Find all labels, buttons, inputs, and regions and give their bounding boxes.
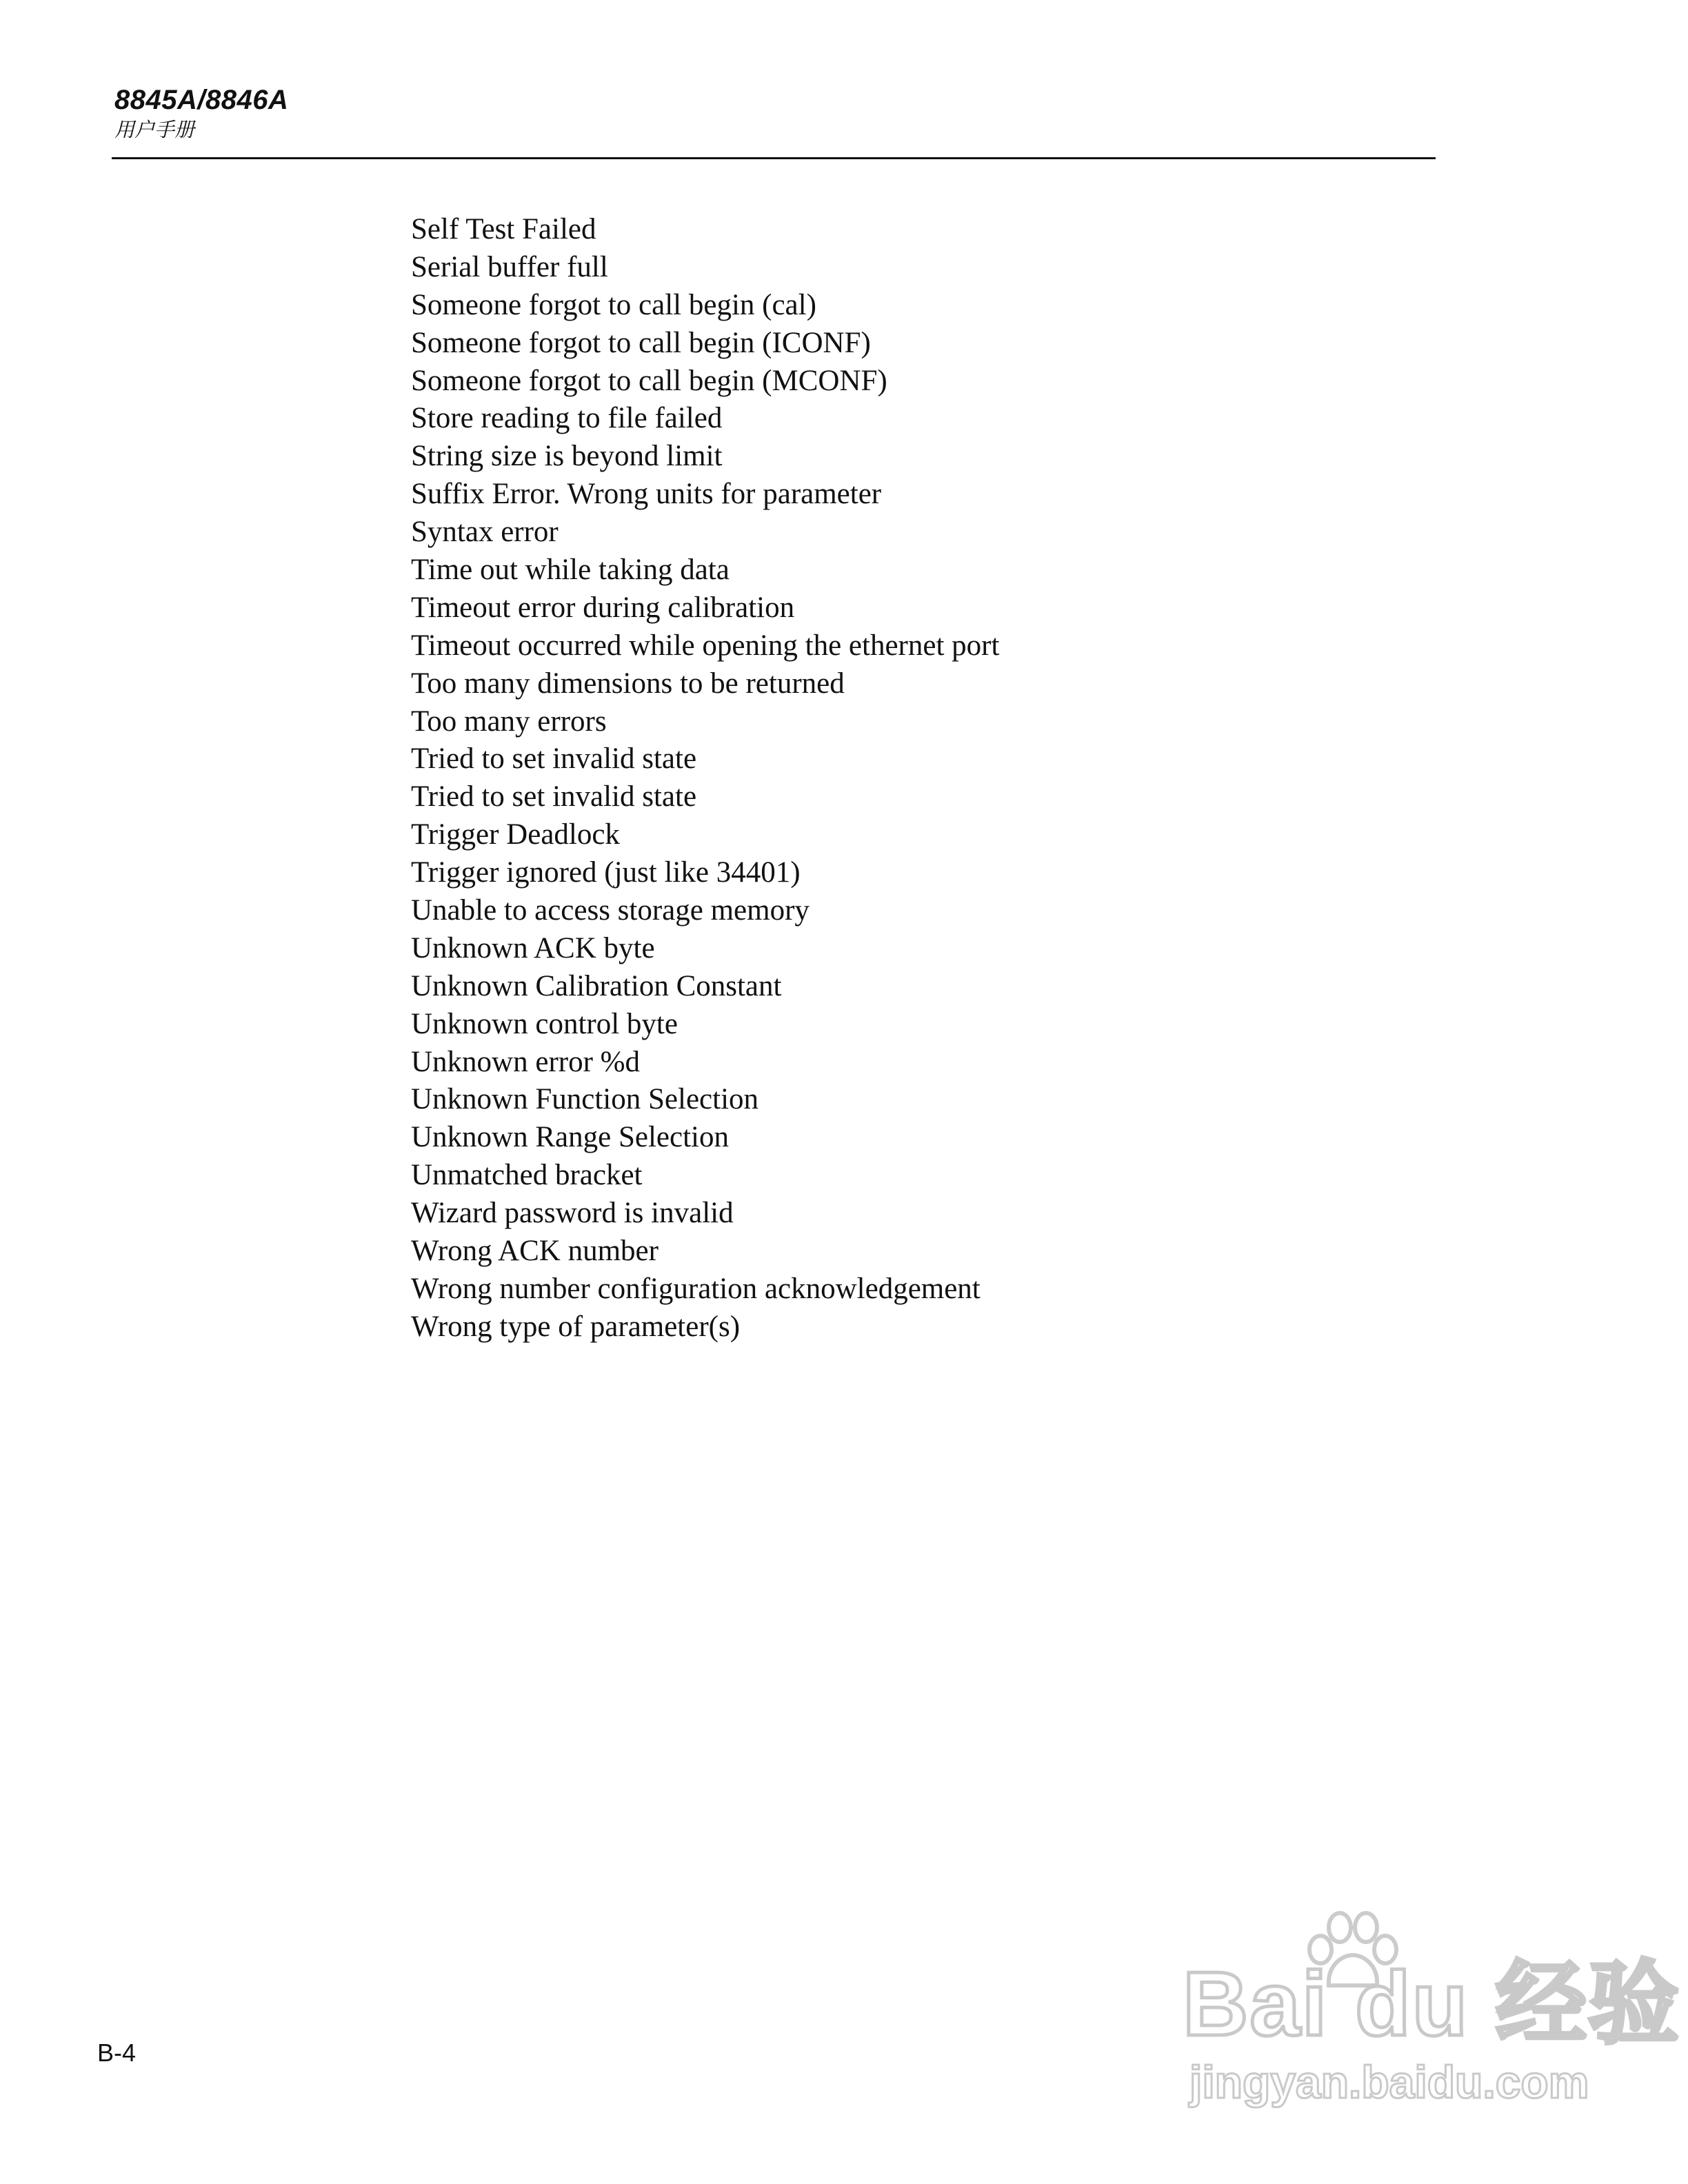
error-message: String size is beyond limit	[411, 440, 723, 473]
error-message: Wizard password is invalid	[411, 1197, 734, 1230]
error-message: Self Test Failed	[411, 213, 596, 245]
error-message: Suffix Error. Wrong units for parameter	[411, 478, 882, 511]
error-message: Someone forgot to call begin (cal)	[411, 288, 816, 321]
error-message: Serial buffer full	[411, 250, 608, 283]
error-message: Too many dimensions to be returned	[411, 667, 845, 700]
watermark-url: jingyan.baidu.com	[1189, 2056, 1589, 2107]
error-message: Trigger ignored (just like 34401)	[411, 856, 801, 889]
error-message: Wrong ACK number	[411, 1235, 659, 1268]
error-message: Unknown Function Selection	[411, 1083, 759, 1116]
page-header	[114, 84, 288, 142]
error-message: Unable to access storage memory	[411, 894, 810, 927]
error-message: Unknown Range Selection	[411, 1121, 729, 1154]
error-message: Someone forgot to call begin (ICONF)	[411, 326, 871, 359]
error-message: Unmatched bracket	[411, 1159, 643, 1192]
error-message: Unknown control byte	[411, 1007, 678, 1040]
error-message: Tried to set invalid state	[411, 780, 697, 813]
error-message: Wrong type of parameter(s)	[411, 1310, 741, 1343]
error-message: Tried to set invalid state	[411, 742, 697, 776]
baidu-jingyan-watermark	[1183, 1910, 1681, 2116]
error-message: Unknown error %d	[411, 1045, 640, 1078]
error-message: Too many errors	[411, 705, 607, 738]
error-message: Unknown Calibration Constant	[411, 969, 782, 1002]
document-title: 8845A/8846A	[114, 85, 289, 115]
error-message: Wrong number configuration acknowledgement	[411, 1272, 981, 1305]
watermark-brand: Bai du 经验	[1183, 1953, 1681, 2054]
error-message: Someone forgot to call begin (MCONF)	[411, 364, 887, 397]
error-message-list	[411, 211, 999, 1346]
error-message: Timeout error during calibration	[411, 591, 795, 624]
error-message: Timeout occurred while opening the ethernet port	[411, 629, 1000, 662]
page-number: B-4	[97, 2039, 137, 2067]
error-message: Time out while taking data	[411, 554, 730, 587]
error-message: Unknown ACK byte	[411, 931, 655, 964]
error-message: Syntax error	[411, 516, 559, 549]
error-message: Store reading to file failed	[411, 402, 723, 435]
document-subtitle: 用户手册	[114, 118, 195, 141]
error-message: Trigger Deadlock	[411, 818, 620, 851]
header-rule	[112, 157, 1436, 159]
